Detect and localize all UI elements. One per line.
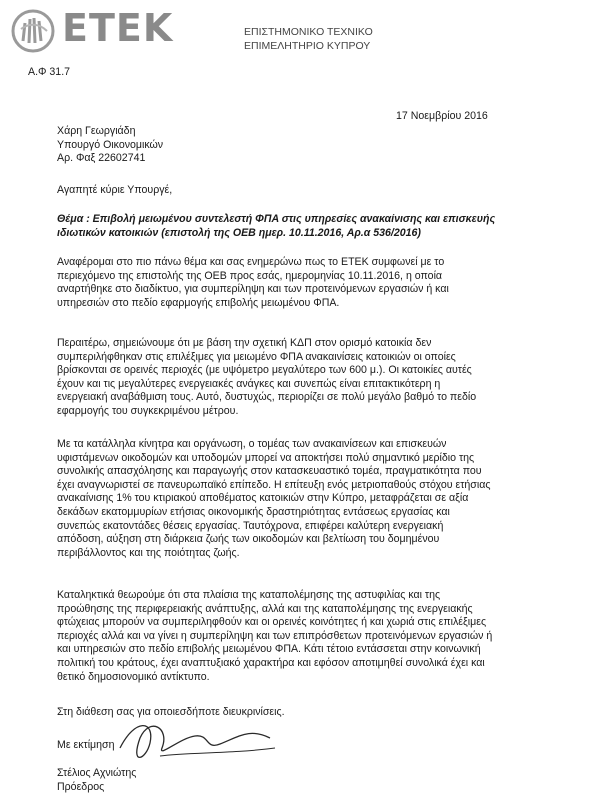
paragraph-line: συμπεριλήφθηκαν στις επιλέξιμες για μειωμένο ΦΠΑ ανακαινίσεις κατοικιών οι οποίες [57, 350, 456, 363]
paragraph-line: θετικό δημοσιονομικό αντίκτυπο. [57, 670, 210, 683]
paragraph-line: ενεργειακή αναβάθμιση τους. Αυτό, δυστυχώς, περιορίζει σε πολύ μεγάλο βαθμό το πεδίο [57, 391, 477, 404]
subject-line-2: ιδιωτικών κατοικιών (επιστολή της ΟΕΒ ημερ. 10.11.2016, Αρ.α 536/2016) [57, 226, 421, 239]
paragraph-line: υπηρεσιών στο πεδίο εφαρμογής επιβολής μειωμένου ΦΠΑ. [57, 296, 340, 309]
paragraph-line: και υπηρεσιών στο πεδίο επιβολής μειωμένου ΦΠΑ. Κάτι τέτοιο εντάσσεται στην κοινωνική [57, 643, 481, 656]
recipient-block [57, 125, 163, 166]
paragraph-line: συνολικής απασχόλησης και παραγωγής στον κατασκευαστικό τομέα, πραγματικότητα που [57, 465, 482, 478]
paragraph-line: βρίσκονται σε ορεινές περιοχές (με υψόμετρο μεγαλύτερο των 600 μ.). Οι κατοικίες αυτές [57, 364, 472, 377]
paragraph-line: πολιτική του κράτους, έχει αναπτυξιακό χαρακτήρα και εφόσον αποτιμηθεί συνολικά έχει και [57, 656, 485, 669]
paragraph-line: εφαρμογής του συγκεκριμένου μέτρου. [57, 404, 239, 417]
recipient-name: Χάρη Γεωργιάδη [57, 125, 136, 137]
org-line-2: ΕΠΙΜΕΛΗΤΗΡΙΟ ΚΥΠΡΟΥ [244, 40, 371, 52]
organization-name [244, 25, 373, 53]
paragraph-line: δεκάδων εκατομμυρίων ετήσιας οικονομικής δραστηριότητας εντάσεως εργασίας και [57, 505, 450, 518]
paragraph-line: Με τα κατάλληλα κίνητρα και οργάνωση, ο τομέας των ανακαινίσεων και επισκευών [57, 438, 447, 450]
paragraph-line: απόδοση, αύξηση στη διάρκεια ζωής των οικοδομών και βελτίωση του δομημένου [57, 533, 440, 546]
paragraph-line: αναρτήθηκε στο διαδίκτυο, για συμπερίληψη και των προτεινόμενων εργασιών ή και [57, 283, 449, 296]
paragraph-line: Αναφέρομαι στο πιο πάνω θέμα και σας ενημερώνω πως το ΕΤΕΚ συμφωνεί με το [57, 256, 445, 268]
paragraph-line: Καταληκτικά θεωρούμε ότι στα πλαίσια της καταπολέμησης της αστυφιλίας και της [57, 589, 441, 601]
brand-wordmark: ETEK [62, 6, 174, 50]
paragraph-line: περιεχόμενο της επιστολής της ΟΕΒ προς εσάς, ημερομηνίας 10.11.2016, η οποία [57, 269, 443, 282]
paragraph-renovation-sector [57, 438, 547, 560]
recipient-title: Υπουργό Οικονομικών [57, 138, 164, 151]
regards: Με εκτίμηση [57, 739, 115, 751]
paragraph-line: ανακαίνισης 1% του κτιριακού αποθέματος κατοικιών στην Κύπρο, μεταφράζεται σε αξία [57, 492, 469, 505]
letter-date: 17 Νοεμβρίου 2016 [396, 110, 488, 122]
paragraph-conclusion [57, 589, 547, 684]
signer-title: Πρόεδρος [57, 780, 105, 793]
paragraph-line: προώθησης της περιφερειακής ανάπτυξης, αλλά και της καταπολέμησης της ενεργειακής [57, 602, 473, 615]
paragraph-line: έχει αναγνωριστεί σε πανευρωπαϊκό επίπεδο. Η επίτευξη ενός μετριοπαθούς στόχου ετήσιας [57, 478, 491, 491]
paragraph-line: φτώχειας μπορούν να συμπεριληφθούν και οι ορεινές κοινότητες ή και χωριά στις επιλέξιμες [57, 616, 487, 629]
file-reference: Α.Φ 31.7 [28, 66, 71, 78]
etek-emblem-icon [11, 9, 55, 53]
paragraph-line: έχουν και τις μεγαλύτερες ενεργειακές ανάγκες και συνεπώς είναι επιτακτικότερη η [57, 377, 441, 390]
paragraph-line: υφιστάμενων οικοδομών και υποδομών μπορεί να αποκτήσει πολύ σημαντικό μερίδιο της [57, 451, 475, 464]
paragraph-line: Περαιτέρω, σημειώνουμε ότι με βάση την σχετική ΚΔΠ στον ορισμό κατοικία δεν [57, 337, 432, 349]
signer-name: Στέλιος Αχνιώτης [57, 767, 137, 779]
salutation: Αγαπητέ κύριε Υπουργέ, [57, 184, 173, 196]
recipient-fax: Αρ. Φαξ 22602741 [57, 152, 146, 165]
closing-line: Στη διάθεση σας για οποιεσδήποτε διευκρινίσεις. [57, 706, 285, 718]
paragraph-line: περιοχές αλλά και να γίνει η συμπερίληψη και των επιπρόσθετων προτεινόμενων εργασιών ή [57, 629, 493, 642]
org-line-1: ΕΠΙΣΤΗΜΟΝΙΚΟ ΤΕΧΝΙΚΟ [244, 26, 373, 38]
paragraph-line: περιβάλλοντος και της ποιότητας ζωής. [57, 546, 240, 559]
paragraph-agreement [57, 256, 547, 310]
subject-line [57, 213, 547, 240]
subject-line-1: Θέμα : Επιβολή μειωμένου συντελεστή ΦΠΑ στις υπηρεσίες ανακαίνισης και επισκευής [57, 213, 496, 225]
signer-block [57, 767, 136, 794]
paragraph-line: συνεπώς εκατοντάδες θέσεις εργασίας. Ταυτόχρονα, επιφέρει καλύτερη ενεργειακή [57, 519, 444, 532]
paragraph-mountain-areas [57, 337, 547, 419]
